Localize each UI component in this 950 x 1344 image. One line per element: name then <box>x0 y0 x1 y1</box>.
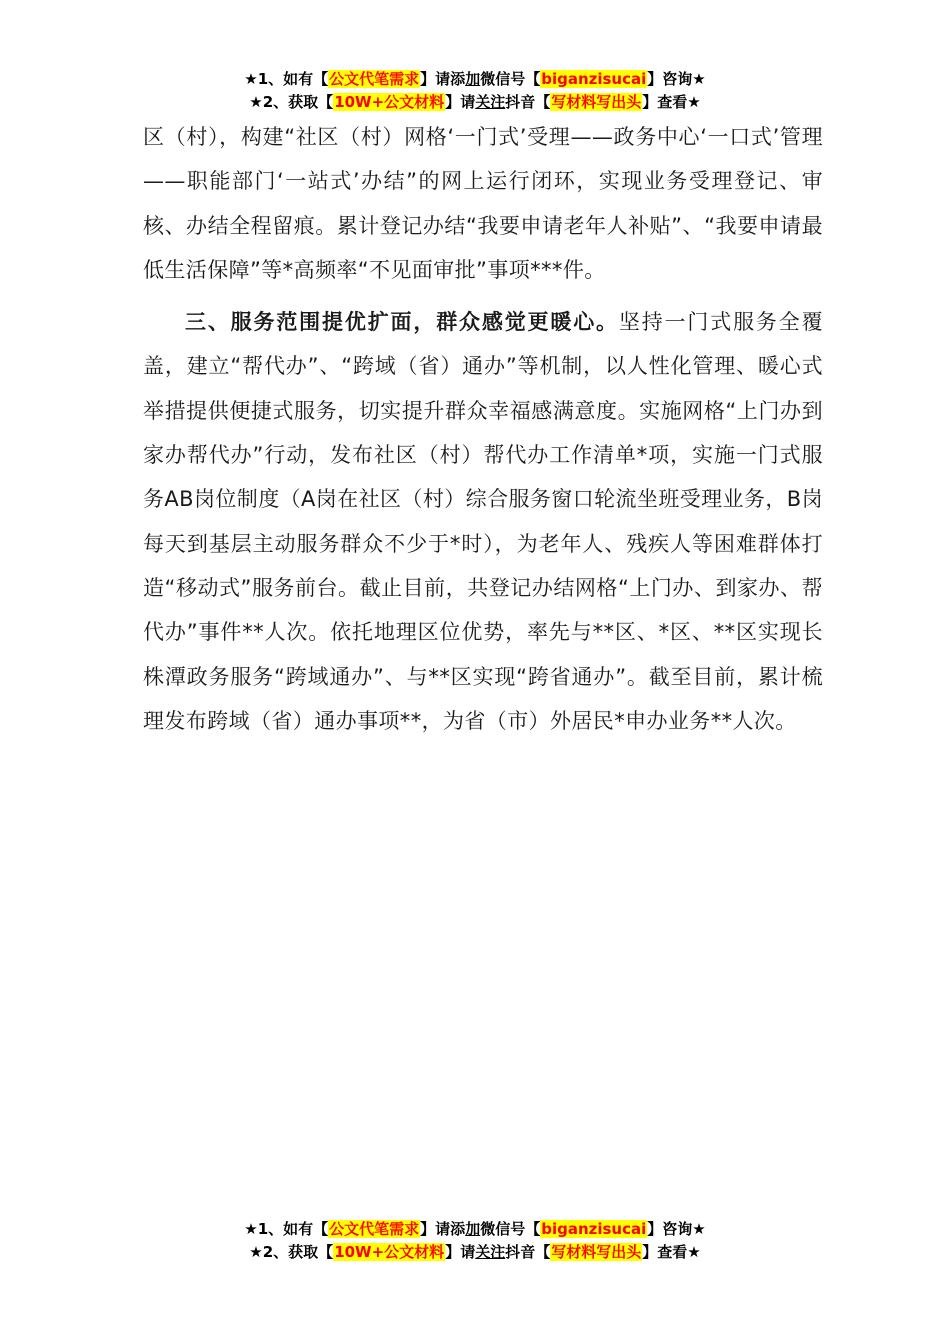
banner-text: 】查看★ <box>642 1243 701 1261</box>
highlight-douyin-account: 写材料写出头 <box>551 93 642 111</box>
banner-text: 】请 <box>445 93 476 111</box>
banner-text: 加 <box>465 70 481 88</box>
section-heading: 三、服务范围提优扩面，群众感觉更暖心。 <box>185 310 619 335</box>
banner-text: 】咨询★ <box>647 1220 706 1238</box>
banner-text: ★1、如有【 <box>244 70 329 88</box>
highlight-service: 公文代笔需求 <box>329 1220 420 1238</box>
banner-text: 抖音【 <box>505 93 551 111</box>
highlight-service: 公文代笔需求 <box>329 70 420 88</box>
highlight-materials: 10W+公文材料 <box>334 1243 445 1261</box>
banner-line-2 <box>0 1241 950 1264</box>
banner-text: ★1、如有【 <box>244 1220 329 1238</box>
paragraph <box>143 300 823 743</box>
banner-text: 】请添 <box>420 1220 466 1238</box>
banner-text: 微信号【 <box>480 70 541 88</box>
banner-text: 抖音【 <box>505 1243 551 1261</box>
banner-line-2 <box>0 91 950 114</box>
banner-text: ★2、获取【 <box>249 93 334 111</box>
highlight-materials: 10W+公文材料 <box>334 93 445 111</box>
banner-line-1 <box>0 1218 950 1241</box>
banner-text: 】咨询★ <box>647 70 706 88</box>
banner-text: 】请添 <box>420 70 466 88</box>
banner-text: 】查看★ <box>642 93 701 111</box>
document-body <box>143 115 823 743</box>
paragraph-body: 坚持一门式服务全覆盖，建立“帮代办”、“跨域（省）通办”等机制，以人性化管理、暖心式举措提供便捷式服务，切实提升群众幸福感满意度。实施网格“上门办到家办帮代办”行动，发布社区（村）帮代办工作清单*项，实施一门式服务AB岗位制度（A岗在社区（村）综合服务窗口轮流坐班受理业务，B岗每天到基层主动服务群众不少于*时），为老年人、残疾人等困难群体打造“移动式”服务前台。截止目前，共登记办结网格“上门办、到家办、帮代办”事件**人次。依托地理区位优势，率先与**区、*区、**区实现长株潭政务服务“跨域通办”、与**区实现“跨省通办”。截至目前，累计梳理发布跨域（省）通办事项**，为省（市）外居民*申办业务**人次。 <box>143 310 823 733</box>
banner-line-1 <box>0 68 950 91</box>
highlight-wechat-id: biganzisucai <box>541 70 647 88</box>
top-banner <box>0 68 950 114</box>
banner-text: 加 <box>465 1220 481 1238</box>
bottom-banner <box>0 1218 950 1264</box>
highlight-wechat-id: biganzisucai <box>541 1220 647 1238</box>
banner-text: 关注 <box>475 1243 506 1261</box>
banner-text: 关注 <box>475 93 506 111</box>
banner-text: ★2、获取【 <box>249 1243 334 1261</box>
banner-text: 】请 <box>445 1243 476 1261</box>
paragraph: 区（村），构建“社区（村）网格‘一门式’受理——政务中心‘一口式’管理——职能部门‘一站式’办结”的网上运行闭环，实现业务受理登记、审核、办结全程留痕。累计登记办结“我要申请老年人补贴”、“我要申请最低生活保障”等*高频率“不见面审批”事项***件。 <box>143 125 823 282</box>
banner-text: 微信号【 <box>480 1220 541 1238</box>
highlight-douyin-account: 写材料写出头 <box>551 1243 642 1261</box>
